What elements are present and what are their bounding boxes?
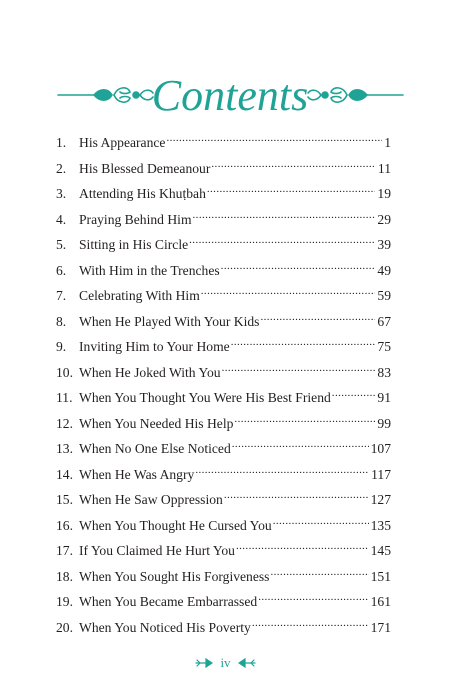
dot-leader xyxy=(231,337,376,351)
toc-entry-number: 16. xyxy=(56,517,73,533)
page-title: Contents xyxy=(151,71,309,120)
toc-entry-title: With Him in the Trenches xyxy=(79,262,220,278)
toc-entry-number: 8. xyxy=(56,313,67,329)
toc-entry[interactable] xyxy=(56,157,391,181)
toc-entry[interactable] xyxy=(56,310,391,334)
toc-entry-title: When You Noticed His Poverty xyxy=(79,619,251,635)
toc-entry-title: When He Saw Oppression xyxy=(79,492,223,507)
toc-entry-number: 2. xyxy=(56,160,67,176)
toc-entry-title: When You Became Embarrassed xyxy=(79,594,258,609)
toc-entry-number: 9. xyxy=(56,339,67,354)
dot-leader xyxy=(224,490,369,504)
toc-entry-number: 13. xyxy=(56,441,73,456)
toc-entry-title: Attending His Khuṭbah xyxy=(79,186,206,201)
toc-entry-title: When You Thought He Cursed You xyxy=(79,517,272,533)
dot-leader xyxy=(234,414,375,428)
flourish-right-icon xyxy=(305,80,405,110)
toc-entry-page: 67 xyxy=(377,313,391,329)
toc-entry-page: 29 xyxy=(377,211,391,227)
toc-entry-page: 19 xyxy=(377,186,391,201)
toc-entry-number: 4. xyxy=(56,211,67,227)
toc-entry[interactable] xyxy=(56,361,391,385)
toc-entry-title: When You Sought His Forgiveness xyxy=(79,568,270,584)
toc-entry-number: 15. xyxy=(56,492,73,507)
dot-leader xyxy=(232,439,369,453)
contents-header xyxy=(0,68,461,124)
toc-entry-page: 1 xyxy=(384,135,391,150)
toc-entry[interactable] xyxy=(56,182,391,206)
toc-entry-page: 145 xyxy=(370,543,391,558)
toc-entry-number: 1. xyxy=(56,135,67,150)
toc-entry-page: 83 xyxy=(377,364,391,380)
dot-leader xyxy=(189,235,375,249)
toc-entry-number: 11. xyxy=(56,390,73,405)
toc-entry[interactable] xyxy=(56,437,391,461)
dot-leader xyxy=(252,618,369,632)
toc-entry[interactable] xyxy=(56,565,391,589)
toc-entry-page: 171 xyxy=(370,619,391,635)
dot-leader xyxy=(332,388,376,402)
toc-entry-number: 7. xyxy=(56,288,67,303)
toc-entry-number: 18. xyxy=(56,568,73,584)
toc-entry-page: 39 xyxy=(377,237,391,252)
toc-entry-page: 107 xyxy=(370,441,391,456)
page-number: iv xyxy=(220,655,231,670)
toc-entry-title: When You Needed His Help xyxy=(79,415,234,431)
toc-entry-number: 14. xyxy=(56,466,73,482)
toc-entry[interactable] xyxy=(56,131,391,155)
toc-entry-page: 151 xyxy=(370,568,391,584)
toc-entry-title: Celebrating With Him xyxy=(79,288,200,303)
toc-entry-title: When He Joked With You xyxy=(79,364,221,380)
toc-entry-title: When You Thought You Were His Best Friend xyxy=(79,390,331,405)
toc-entry-title: Sitting in His Circle xyxy=(79,237,189,252)
toc-entry[interactable] xyxy=(56,208,391,232)
toc-entry-page: 117 xyxy=(371,466,391,482)
toc-entry[interactable] xyxy=(56,488,391,512)
dot-leader xyxy=(222,363,376,377)
flourish-left-icon xyxy=(56,80,156,110)
toc-entry-title: When No One Else Noticed xyxy=(79,441,231,456)
toc-entry-page: 11 xyxy=(377,160,391,176)
toc-entry[interactable] xyxy=(56,616,391,640)
dot-leader xyxy=(258,592,368,606)
toc-entry-title: Inviting Him to Your Home xyxy=(79,339,230,354)
dot-leader xyxy=(270,567,368,581)
toc-entry[interactable] xyxy=(56,412,391,436)
dot-leader xyxy=(221,261,376,275)
toc-entry-number: 19. xyxy=(56,594,73,609)
toc-entry[interactable] xyxy=(56,233,391,257)
toc-entry-number: 20. xyxy=(56,619,73,635)
toc-entry-page: 135 xyxy=(370,517,391,533)
dot-leader xyxy=(260,312,375,326)
dot-leader xyxy=(195,465,369,479)
dot-leader xyxy=(166,133,382,147)
arrow-flourish-icon xyxy=(238,658,256,668)
toc-entry[interactable] xyxy=(56,284,391,308)
page-footer xyxy=(0,654,461,672)
toc-entry-number: 6. xyxy=(56,262,67,278)
toc-entry-page: 59 xyxy=(377,288,391,303)
toc-entry-title: His Blessed Demeanour xyxy=(79,160,211,176)
toc-entry-number: 17. xyxy=(56,543,73,558)
toc-entry-page: 99 xyxy=(377,415,391,431)
dot-leader xyxy=(273,516,369,530)
toc-entry[interactable] xyxy=(56,514,391,538)
dot-leader xyxy=(207,184,376,198)
toc-entry-number: 5. xyxy=(56,237,67,252)
arrow-flourish-icon xyxy=(195,658,213,668)
dot-leader xyxy=(201,286,376,300)
toc-entry-number: 3. xyxy=(56,186,67,201)
dot-leader xyxy=(193,210,376,224)
dot-leader xyxy=(236,541,369,555)
toc-entry-page: 75 xyxy=(377,339,391,354)
toc-entry[interactable] xyxy=(56,539,391,563)
toc-entry-page: 91 xyxy=(377,390,391,405)
toc-entry[interactable] xyxy=(56,259,391,283)
toc-entry-page: 49 xyxy=(377,262,391,278)
toc-entry-page: 161 xyxy=(370,594,391,609)
toc-entry-title: Praying Behind Him xyxy=(79,211,192,227)
toc-entry[interactable] xyxy=(56,463,391,487)
toc-entry-number: 10. xyxy=(56,364,73,380)
dot-leader xyxy=(211,159,376,173)
toc-entry-page: 127 xyxy=(370,492,391,507)
toc-entry[interactable] xyxy=(56,590,391,614)
toc-entry[interactable] xyxy=(56,335,391,359)
toc-entry-title: When He Was Angry xyxy=(79,466,195,482)
toc-entry-title: If You Claimed He Hurt You xyxy=(79,543,235,558)
toc-entry-number: 12. xyxy=(56,415,73,431)
toc-entry[interactable] xyxy=(56,386,391,410)
toc-entry-title: When He Played With Your Kids xyxy=(79,313,260,329)
toc-entry-title: His Appearance xyxy=(79,135,166,150)
